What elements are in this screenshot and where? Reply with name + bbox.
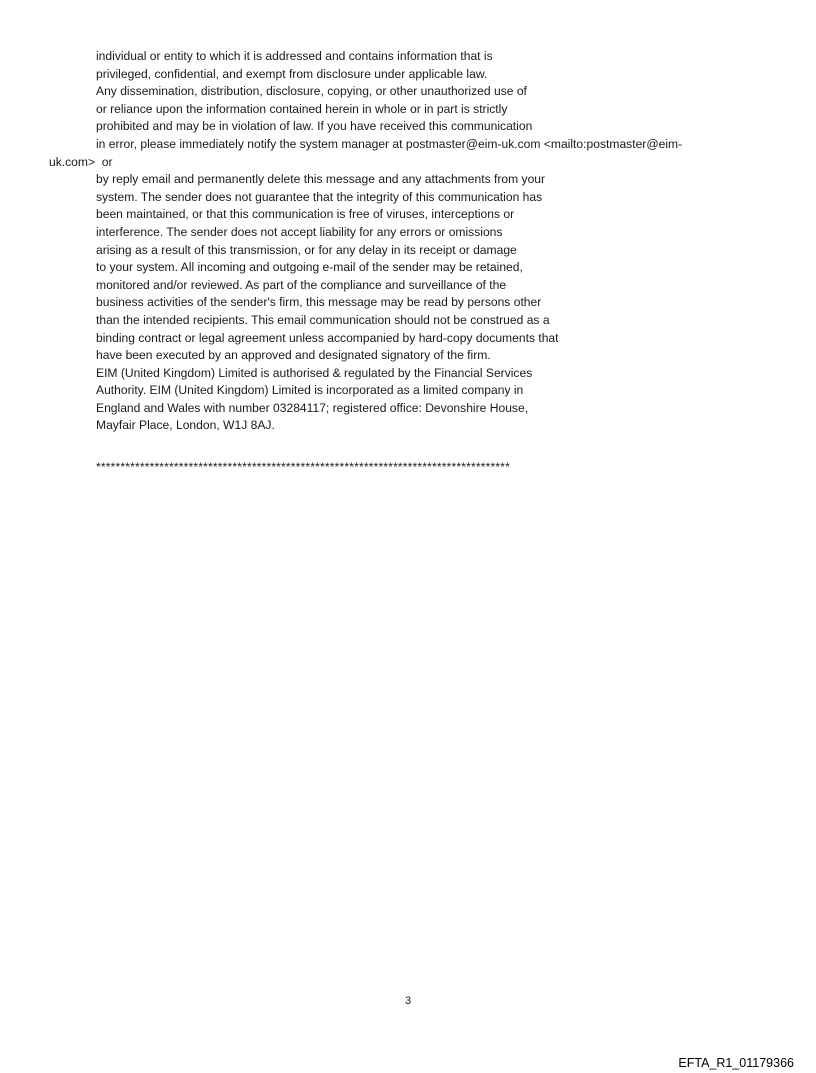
disclaimer-line: Any dissemination, distribution, disclosure, copying, or other unauthorized use of [96, 84, 527, 99]
disclaimer-line: privileged, confidential, and exempt from disclosure under applicable law. [96, 66, 488, 81]
disclaimer-line: have been executed by an approved and designated signatory of the firm. [96, 348, 491, 363]
disclaimer-line: business activities of the sender's firm, this message may be read by persons other [96, 295, 542, 310]
disclaimer-line: to your system. All incoming and outgoing e-mail of the sender may be retained, [96, 260, 523, 275]
disclaimer-text [0, 48, 816, 435]
disclaimer-line: EIM (United Kingdom) Limited is authorised & regulated by the Financial Services [96, 365, 533, 380]
disclaimer-line: uk.com> or [49, 154, 113, 169]
disclaimer-line: prohibited and may be in violation of law. If you have received this communication [96, 119, 533, 134]
disclaimer-line: England and Wales with number 03284117; registered office: Devonshire House, [96, 400, 529, 415]
disclaimer-line: been maintained, or that this communication is free of viruses, interceptions or [96, 207, 515, 222]
disclaimer-line: arising as a result of this transmission, or for any delay in its receipt or damage [96, 242, 517, 257]
disclaimer-line: by reply email and permanently delete this message and any attachments from your [96, 172, 546, 187]
separator-asterisks: ************************************************************************************* [96, 460, 510, 474]
disclaimer-line: binding contract or legal agreement unless accompanied by hard-copy documents that [96, 330, 559, 345]
disclaimer-line: individual or entity to which it is addressed and contains information that is [96, 49, 493, 63]
disclaimer-line: interference. The sender does not accept liability for any errors or omissions [96, 224, 503, 239]
disclaimer-line: Authority. EIM (United Kingdom) Limited is incorporated as a limited company in [96, 383, 524, 398]
disclaimer-line: monitored and/or reviewed. As part of the compliance and surveillance of the [96, 277, 507, 292]
disclaimer-line: system. The sender does not guarantee that the integrity of this communication has [96, 189, 543, 204]
disclaimer-line: Mayfair Place, London, W1J 8AJ. [96, 418, 275, 433]
disclaimer-line: in error, please immediately notify the system manager at postmaster@eim-uk.com <mailto:postmaster@eim- [96, 136, 683, 151]
disclaimer-line: or reliance upon the information contained herein in whole or in part is strictly [96, 101, 508, 116]
bates-number: EFTA_R1_01179366 [678, 1056, 794, 1070]
disclaimer-line: than the intended recipients. This email communication should not be construed as a [96, 312, 550, 327]
page-number: 3 [404, 995, 412, 1007]
